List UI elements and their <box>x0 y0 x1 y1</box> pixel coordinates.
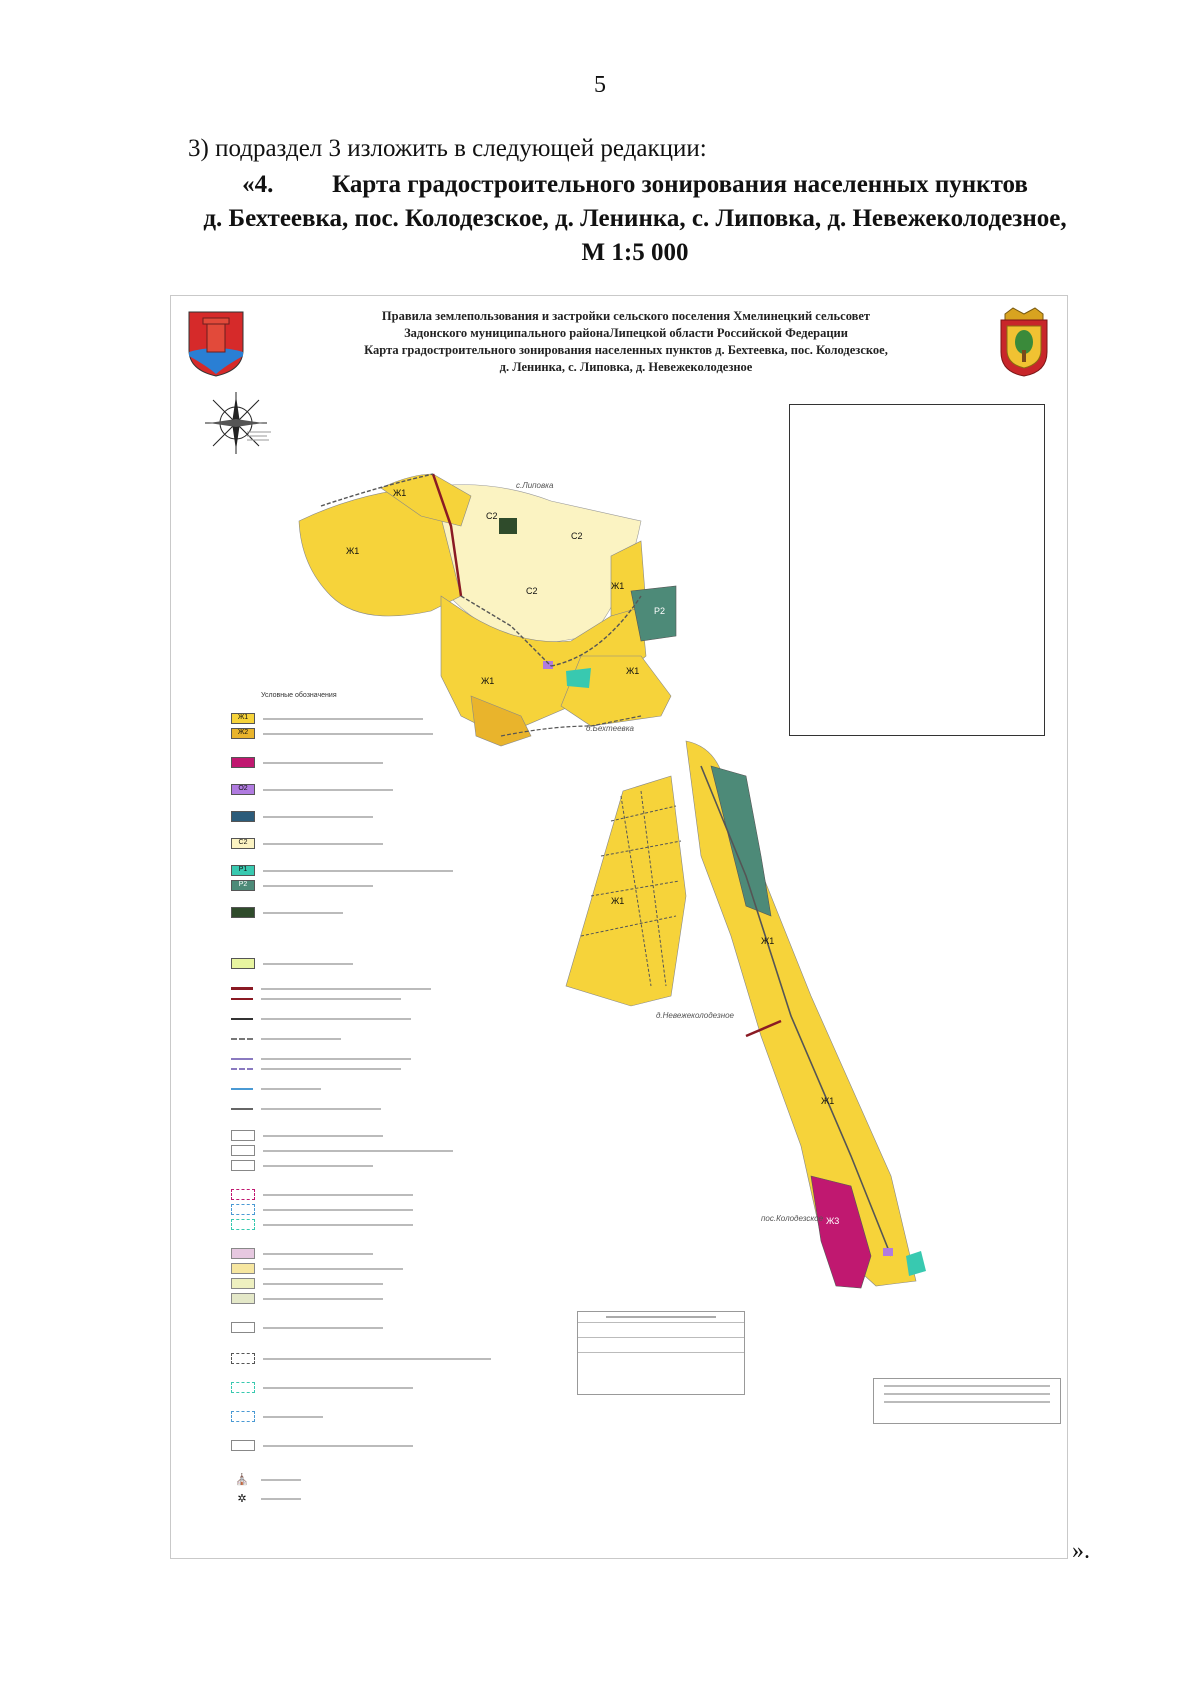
legend-swatch <box>231 1219 255 1230</box>
legend-row <box>231 1189 491 1200</box>
stamp-line-placeholder <box>884 1401 1050 1403</box>
place-label: с.Липовка <box>516 481 554 490</box>
zone-code: Ж1 <box>626 666 640 676</box>
legend <box>231 692 491 1511</box>
church-icon: ⛪ <box>235 1473 249 1486</box>
legend-desc-placeholder <box>261 1058 411 1060</box>
legend-row <box>231 811 491 822</box>
zone-code: С2 <box>571 531 583 541</box>
legend-title: Условные обозначения <box>261 692 337 699</box>
legend-row <box>231 865 491 876</box>
legend-swatch <box>231 958 255 969</box>
legend-row <box>231 1382 491 1393</box>
table-row <box>578 1337 744 1352</box>
legend-swatch <box>231 1382 255 1393</box>
zone-code: Ж1 <box>611 896 625 906</box>
legend-swatch: О2 <box>231 784 255 795</box>
legend-line <box>231 1068 253 1070</box>
legend-swatch <box>231 1293 255 1304</box>
legend-row <box>231 1204 491 1215</box>
legend-swatch <box>231 811 255 822</box>
closing-quote: ». <box>1072 1538 1090 1564</box>
zone-violet-south <box>883 1248 893 1256</box>
legend-row <box>231 1263 491 1274</box>
legend-swatch: Р1 <box>231 865 255 876</box>
place-label: д.Бехтеевка <box>586 724 634 733</box>
legend-swatch <box>231 757 255 768</box>
legend-line <box>231 1088 253 1090</box>
legend-swatch <box>231 1248 255 1259</box>
legend-swatch <box>231 1411 255 1422</box>
intro-paragraph: 3) подраздел 3 изложить в следующей редакции: <box>188 135 707 162</box>
heading-line-3: М 1:5 000 <box>581 239 689 266</box>
legend-row <box>231 1018 491 1020</box>
legend-desc-placeholder <box>263 1209 413 1211</box>
legend-row <box>231 1473 491 1486</box>
zone-zh1-grid <box>566 776 686 1006</box>
stamp-line-placeholder <box>884 1393 1050 1395</box>
zone-code: Ж1 <box>611 581 625 591</box>
legend-desc-placeholder <box>261 1018 411 1020</box>
legend-row <box>231 1145 491 1156</box>
legend-line <box>231 987 253 990</box>
legend-desc-placeholder <box>263 843 383 845</box>
legend-desc-placeholder <box>263 1253 373 1255</box>
legend-desc-placeholder <box>263 733 433 735</box>
legend-desc-placeholder <box>261 1498 301 1500</box>
legend-desc-placeholder <box>263 1358 491 1360</box>
legend-row <box>231 1068 491 1070</box>
legend-desc-placeholder <box>263 1224 413 1226</box>
legend-row <box>231 728 491 739</box>
legend-swatch: Ж2 <box>231 728 255 739</box>
zone-code: Ж1 <box>393 488 407 498</box>
legend-swatch <box>231 1204 255 1215</box>
table-row <box>578 1322 744 1337</box>
legend-desc-placeholder <box>263 1135 383 1137</box>
map-title-line: Задонского муниципального районаЛипецкой области Российской Федерации <box>404 326 848 340</box>
legend-desc-placeholder <box>263 718 423 720</box>
heading-line-2: д. Бехтеевка, пос. Колодезское, д. Ленинка, с. Липовка, д. Невежеколодезное, <box>203 205 1067 232</box>
legend-row <box>231 987 491 990</box>
legend-desc-placeholder <box>261 1088 321 1090</box>
place-label: пос.Колодезское <box>761 1214 824 1223</box>
table-row <box>578 1352 744 1391</box>
zone-code: Ж1 <box>761 936 775 946</box>
legend-swatch: С2 <box>231 838 255 849</box>
stamp-line-placeholder <box>884 1385 1050 1387</box>
legend-desc-placeholder <box>263 1165 373 1167</box>
legend-row <box>231 1440 491 1451</box>
legend-row <box>231 1411 491 1422</box>
heading-line-1: Карта градостроительного зонирования населенных пунктов <box>332 171 1028 198</box>
zone-zh1-south <box>561 656 671 726</box>
title-block-stamp <box>873 1378 1061 1424</box>
legend-swatch <box>231 1160 255 1171</box>
zone-code: Ж1 <box>346 546 360 556</box>
legend-line <box>231 1038 253 1040</box>
legend-desc-placeholder <box>263 762 383 764</box>
legend-desc-placeholder <box>263 885 373 887</box>
legend-desc-placeholder <box>263 1445 413 1447</box>
legend-row <box>231 713 491 724</box>
legend-desc-placeholder <box>263 1268 403 1270</box>
legend-swatch: Ж1 <box>231 713 255 724</box>
zone-dark-green <box>499 518 517 534</box>
zone-code: Ж1 <box>821 1096 835 1106</box>
legend-desc-placeholder <box>263 1150 453 1152</box>
legend-row <box>231 1278 491 1289</box>
legend-row <box>231 958 491 969</box>
legend-swatch <box>231 1189 255 1200</box>
legend-row <box>231 1058 491 1060</box>
legend-row <box>231 880 491 891</box>
legend-row <box>231 1108 491 1110</box>
legend-desc-placeholder <box>263 1194 413 1196</box>
legend-row <box>231 1130 491 1141</box>
legend-desc-placeholder <box>261 1038 341 1040</box>
legend-row <box>231 1038 491 1040</box>
legend-desc-placeholder <box>261 1068 401 1070</box>
map-title-line: Правила землепользования и застройки сельского поселения Хмелинецкий сельсовет <box>381 309 871 323</box>
legend-row <box>231 1160 491 1171</box>
page-number: 5 <box>594 72 606 98</box>
place-label: д.Невежеколодезное <box>656 1011 734 1020</box>
zone-code: Ж1 <box>481 676 495 686</box>
legend-desc-placeholder <box>261 988 431 990</box>
legend-line <box>231 998 253 1000</box>
legend-line <box>231 1058 253 1060</box>
legend-row <box>231 757 491 768</box>
legend-desc-placeholder <box>263 1387 413 1389</box>
legend-desc-placeholder <box>263 789 393 791</box>
legend-swatch <box>231 1322 255 1333</box>
legend-row <box>231 784 491 795</box>
legend-desc-placeholder <box>263 870 453 872</box>
zoning-map <box>170 295 1068 1559</box>
legend-row <box>231 1219 491 1230</box>
legend-row <box>231 1248 491 1259</box>
legend-swatch <box>231 1278 255 1289</box>
legend-desc-placeholder <box>263 816 373 818</box>
zone-code: Ж3 <box>826 1216 840 1226</box>
legend-swatch: Р2 <box>231 880 255 891</box>
objects-table <box>577 1311 745 1395</box>
section-heading <box>120 168 1150 270</box>
legend-row <box>231 838 491 849</box>
legend-desc-placeholder <box>263 1416 323 1418</box>
legend-desc-placeholder <box>263 1298 383 1300</box>
legend-row <box>231 1293 491 1304</box>
legend-row <box>231 1322 491 1333</box>
legend-row <box>231 998 491 1000</box>
legend-row <box>231 907 491 918</box>
monument-icon: ✲ <box>237 1492 247 1505</box>
zone-greenspace <box>566 668 591 688</box>
legend-line <box>231 1108 253 1110</box>
heading-number: «4. <box>242 171 274 198</box>
legend-desc-placeholder <box>263 912 343 914</box>
zone-code: Р2 <box>654 606 666 616</box>
legend-desc-placeholder <box>261 1479 301 1481</box>
legend-swatch <box>231 1353 255 1364</box>
legend-swatch <box>231 1145 255 1156</box>
legend-row <box>231 1492 491 1505</box>
map-title-line: Карта градостроительного зонирования населенных пунктов д. Бехтеевка, пос. Колодезское, <box>364 343 888 357</box>
legend-desc-placeholder <box>263 963 353 965</box>
zone-code: С2 <box>486 511 498 521</box>
legend-desc-placeholder <box>263 1327 383 1329</box>
legend-line <box>231 1018 253 1020</box>
legend-desc-placeholder <box>261 998 401 1000</box>
leninka-inset-frame <box>789 404 1045 736</box>
zone-code: С2 <box>526 586 538 596</box>
legend-desc-placeholder <box>261 1108 381 1110</box>
legend-row <box>231 1088 491 1090</box>
legend-swatch <box>231 1263 255 1274</box>
legend-swatch <box>231 1130 255 1141</box>
table-header-placeholder <box>606 1316 716 1318</box>
legend-row <box>231 1353 491 1364</box>
map-title-line: д. Ленинка, с. Липовка, д. Невежеколодезное <box>499 360 753 374</box>
legend-swatch <box>231 1440 255 1451</box>
legend-swatch <box>231 907 255 918</box>
legend-desc-placeholder <box>263 1283 383 1285</box>
